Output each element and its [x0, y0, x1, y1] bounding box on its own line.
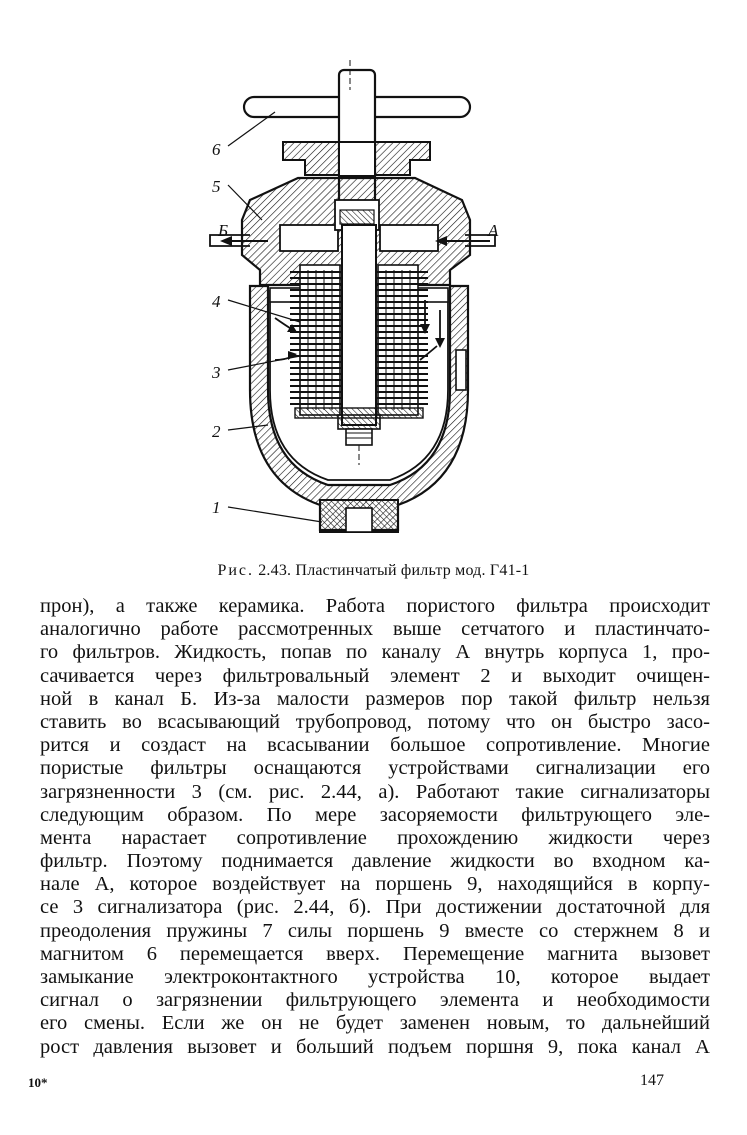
text-line: пористые фильтры оснащаются устройствами сигнализации его	[40, 757, 710, 780]
text-line: мента нарастает сопротивление прохождению жидкости через	[40, 826, 710, 849]
text-line: прон), а также керамика. Работа пористого фильтра происходит	[40, 595, 710, 617]
text-line: сигнал о загрязнении фильтрующего элемента и необходимости	[40, 989, 710, 1012]
caption-prefix: Рис.	[217, 562, 255, 579]
text-line: следующим образом. По мере засоряемости фильтрующего эле-	[40, 803, 710, 826]
body-text	[40, 595, 710, 1059]
label-a: А	[488, 221, 499, 240]
text-line: го фильтров. Жидкость, попав по каналу А внутрь корпуса 1, про-	[40, 641, 710, 664]
label-3: 3	[212, 363, 221, 382]
label-2: 2	[212, 422, 221, 441]
text-line: его смены. Если же он не будет заменен новым, то дальнейший	[40, 1012, 710, 1035]
text-line: фильтр. Поэтому поднимается давление жидкости во входном ка-	[40, 850, 710, 873]
text-line: магнитом 6 перемещается вверх. Перемещение магнита вызовет	[40, 942, 710, 965]
figure-plate-filter	[150, 60, 570, 550]
text-line: нале А, которое воздействует на поршень 9, находящийся в корпу-	[40, 873, 710, 896]
text-line: аналогично работе рассмотренных выше сетчатого и пластинчато-	[40, 618, 710, 641]
figure-caption	[0, 562, 747, 580]
text-line: ной в канал Б. Из-за малости размеров пор такой фильтр нельзя	[40, 687, 710, 710]
text-line: ставить во всасывающий трубопровод, потому что он быстро засо-	[40, 710, 710, 733]
text-line: загрязненности 3 (см. рис. 2.44, а). Работают такие сигнализаторы	[40, 780, 710, 803]
filter-drawing	[150, 60, 570, 550]
label-b: Б	[218, 221, 229, 240]
label-1: 1	[212, 498, 221, 517]
label-6: 6	[212, 140, 221, 159]
text-line: замыкание электроконтактного устройства 10, которое выдает	[40, 966, 710, 988]
text-line: рост давления вызовет и больший подъем поршня 9, пока канал А	[40, 1035, 710, 1058]
text-line: се 3 сигнализатора (рис. 2.44, б). При достижении достаточной для	[40, 896, 710, 919]
label-4: 4	[212, 292, 221, 311]
page-number: 147	[640, 1072, 664, 1089]
cap-nut	[283, 142, 430, 176]
text-line: сачивается через фильтровальный элемент 2 и выходит очищен-	[40, 664, 710, 687]
text-line: преодоления пружины 7 силы поршень 9 вместе со стержнем 8 и	[40, 919, 710, 942]
label-5: 5	[212, 177, 221, 196]
text-line: рится и создаст на всасывании большое сопротивление. Многие	[40, 734, 710, 757]
caption-text: 2.43. Пластинчатый фильтр мод. Г41-1	[258, 562, 530, 579]
signature-mark: 10*	[28, 1075, 48, 1090]
